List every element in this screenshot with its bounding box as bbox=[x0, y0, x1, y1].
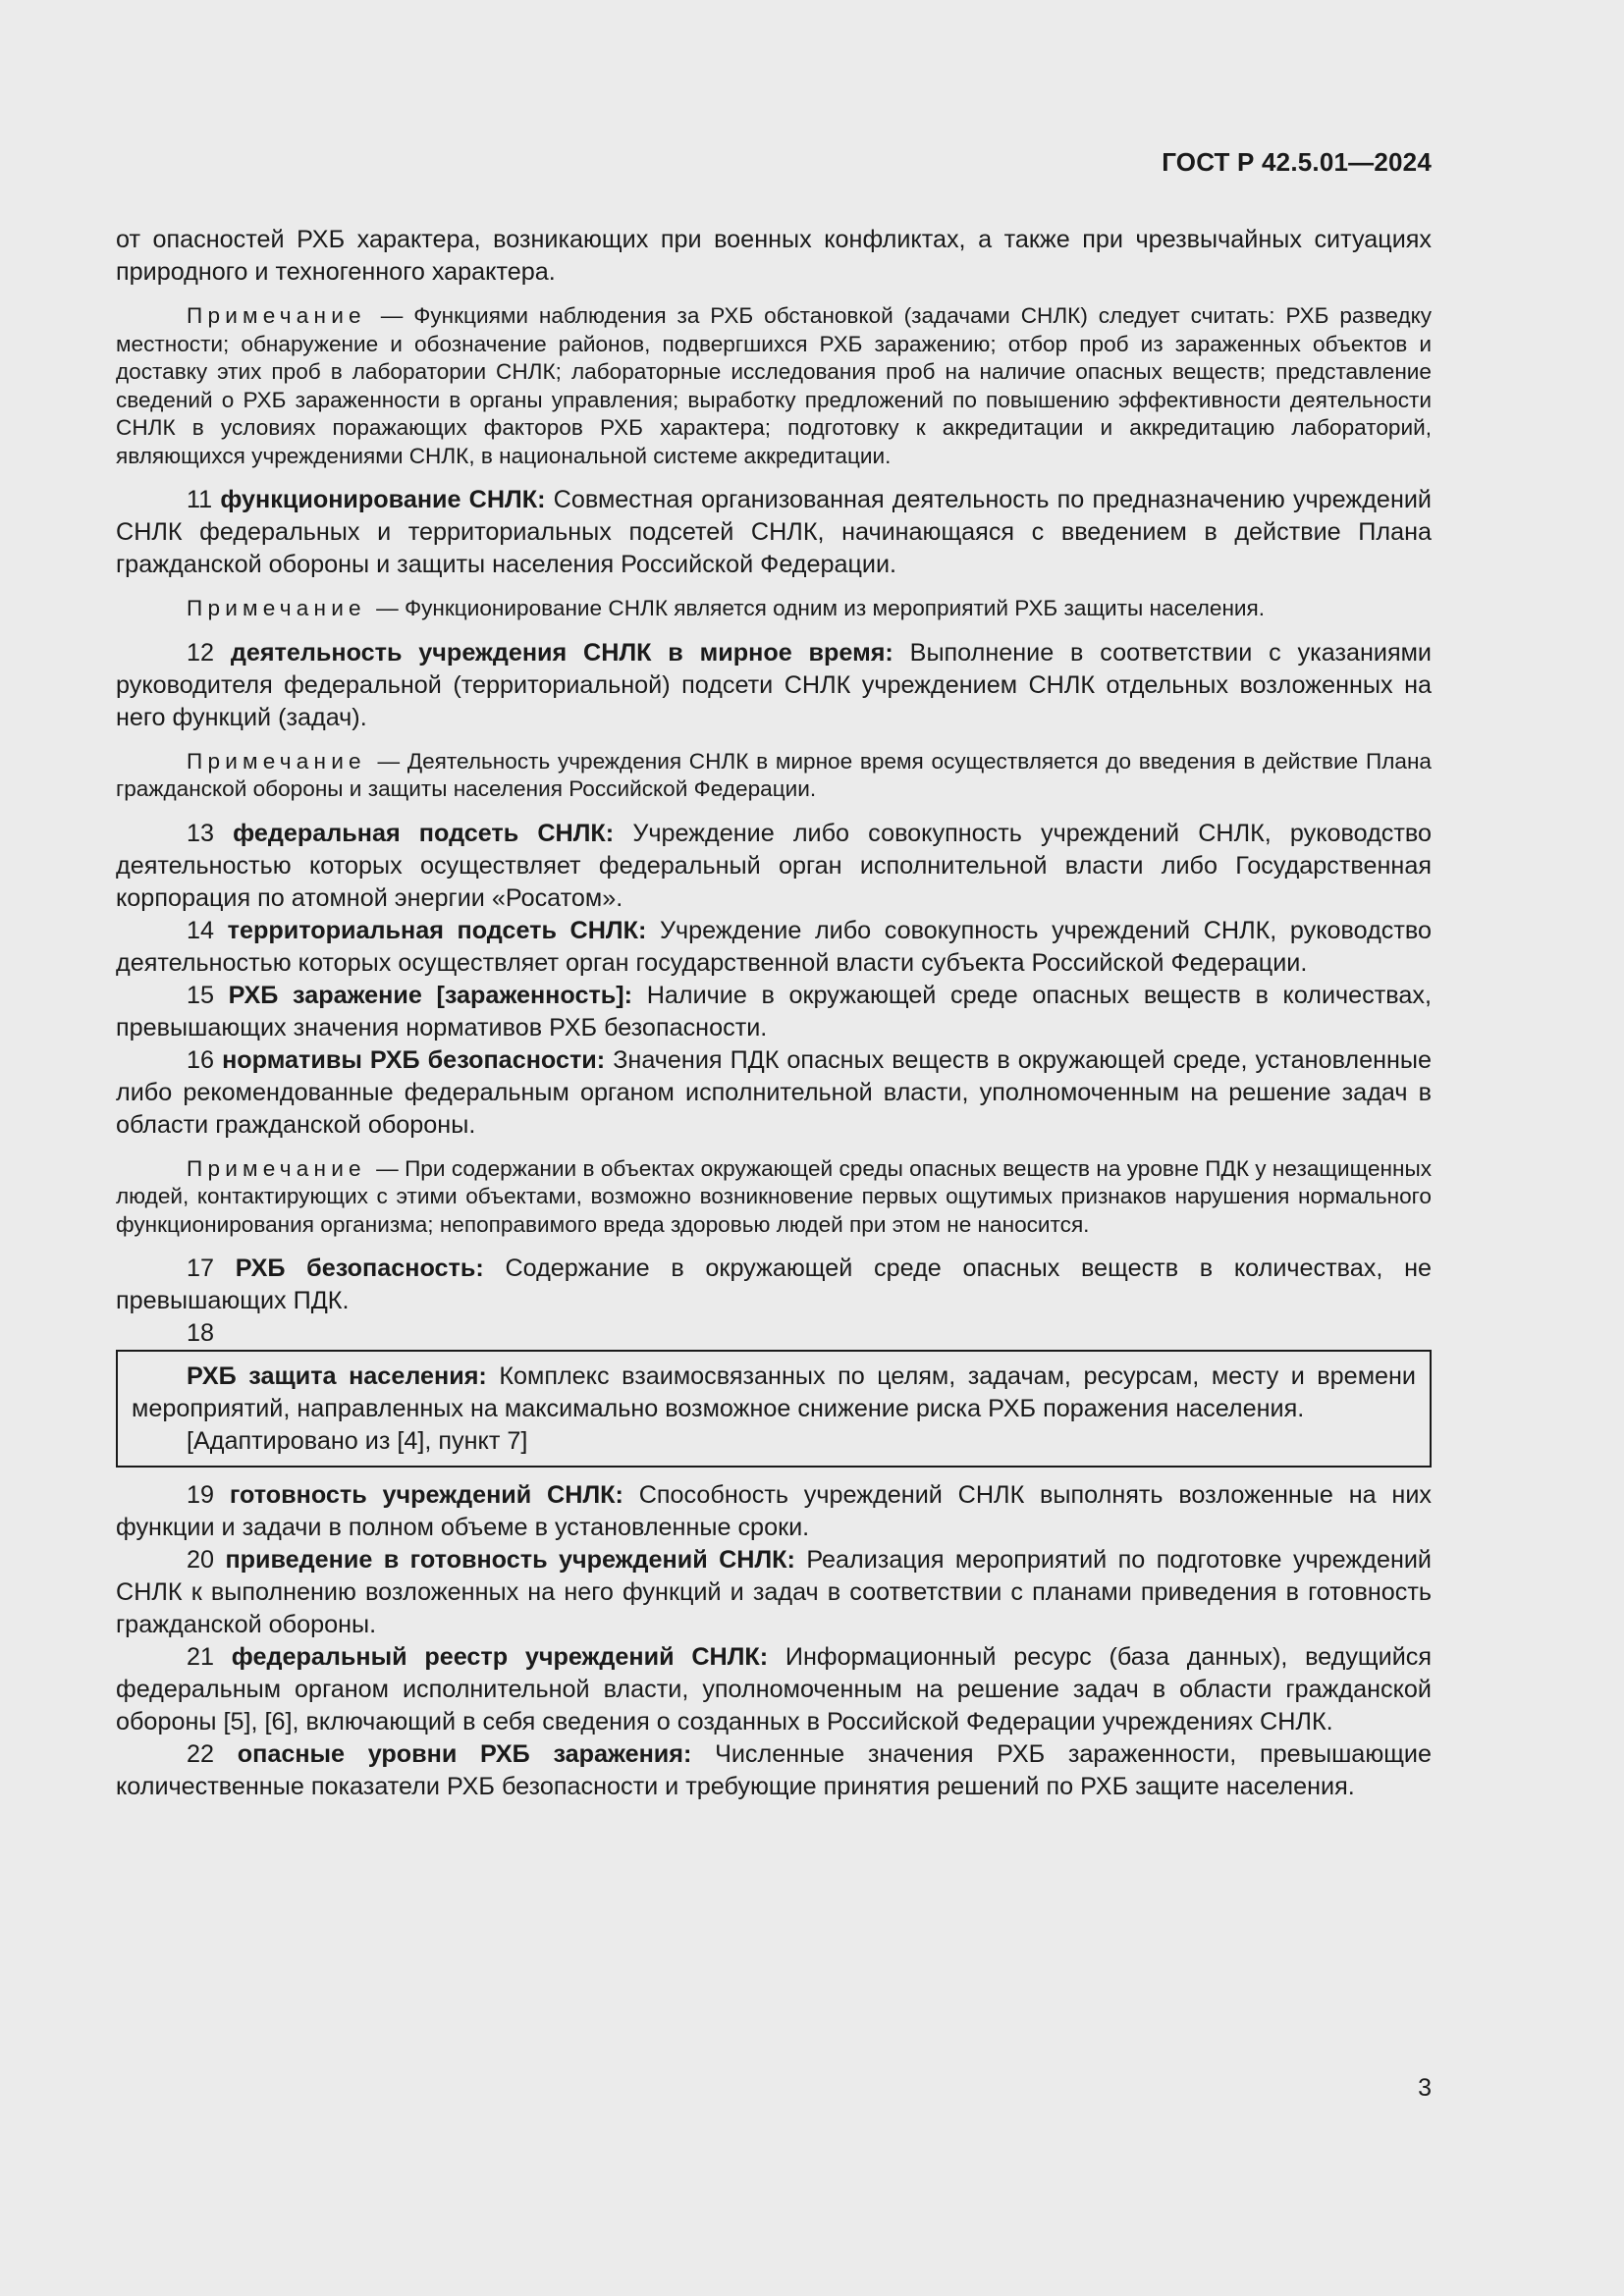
term-title: РХБ защита населения: bbox=[187, 1362, 487, 1390]
term-number: 16 bbox=[187, 1045, 215, 1074]
term-definition: Учреждение либо совокупность учреждений СНЛК, руководство деятельностью которых осуществляет орган государственной власти субъекта Российской Федерации. bbox=[116, 916, 1433, 977]
note-label: Примечание bbox=[187, 748, 366, 774]
term-title: приведение в готовность учреждений СНЛК: bbox=[225, 1546, 795, 1574]
term-15 bbox=[116, 980, 1432, 1044]
note-4 bbox=[116, 1155, 1432, 1240]
term-number: 20 bbox=[187, 1546, 215, 1574]
term-title: деятельность учреждения СНЛК в мирное время: bbox=[230, 638, 893, 667]
term-16 bbox=[116, 1044, 1432, 1142]
note-1 bbox=[116, 302, 1432, 470]
note-dash: — bbox=[376, 1155, 399, 1181]
term-definition: Комплекс взаимосвязанных по целям, задачам, ресурсам, месту и времени мероприятий, направленных на максимально возможное снижение риска РХБ поражения населения. bbox=[132, 1362, 1416, 1422]
term-definition: Наличие в окружающей среде опасных веществ в количествах, превышающих значения нормативов РХБ безопасности. bbox=[116, 981, 1432, 1041]
term-21 bbox=[116, 1641, 1432, 1738]
term-22 bbox=[116, 1738, 1432, 1803]
term-18 bbox=[132, 1361, 1416, 1425]
term-title: функционирование СНЛК: bbox=[220, 486, 546, 513]
term-title: федеральный реестр учреждений СНЛК: bbox=[231, 1643, 769, 1671]
term-title: РХБ заражение [зараженность]: bbox=[228, 981, 633, 1009]
term-number: 17 bbox=[187, 1255, 215, 1282]
note-dash: — bbox=[377, 748, 401, 774]
note-dash: — bbox=[380, 303, 404, 328]
term-19 bbox=[116, 1479, 1432, 1544]
note-text: При содержании в объектах окружающей среды опасных веществ на уровне ПДК у незащищенных людей, контактирующих с этими объектами, возможно возникновение первых ощутимых признаков нарушения нормального функционирования организма; непоправимого вреда здоровью людей при этом не наносится. bbox=[116, 1155, 1433, 1237]
term-12 bbox=[116, 637, 1432, 734]
term-number: 19 bbox=[187, 1481, 215, 1509]
intro-paragraph: от опасностей РХБ характера, возникающих при военных конфликтах, а также при чрезвычайных ситуациях природного и техногенного характера. bbox=[116, 226, 1432, 286]
term-title: РХБ безопасность: bbox=[235, 1255, 484, 1282]
term-definition: Выполнение в соответствии с указаниями руководителя федеральной (территориальной) подсети СНЛК учреждением СНЛК отдельных возложенных на него функций (задач). bbox=[116, 638, 1433, 731]
note-dash: — bbox=[376, 596, 399, 620]
page-body bbox=[116, 224, 1432, 1803]
term-11 bbox=[116, 484, 1432, 581]
term-definition: Учреждение либо совокупность учреждений СНЛК, руководство деятельностью которых осуществляет федеральный орган исполнительной власти либо Государственная корпорация по атомной энергии «Росатом». bbox=[116, 819, 1433, 912]
note-label: Примечание bbox=[187, 596, 366, 620]
term-title: нормативы РХБ безопасности: bbox=[222, 1045, 606, 1074]
term-18-number: 18 bbox=[187, 1319, 215, 1347]
term-number: 11 bbox=[187, 486, 213, 513]
term-number: 12 bbox=[187, 638, 215, 667]
term-number: 22 bbox=[187, 1740, 215, 1768]
note-label: Примечание bbox=[187, 1155, 366, 1181]
term-number: 15 bbox=[187, 981, 215, 1009]
term-title: федеральная подсеть СНЛК: bbox=[233, 819, 615, 847]
term-definition: Значения ПДК опасных веществ в окружающей среде, установленные либо рекомендованные федеральным органом исполнительной власти, уполномоченным на решение задач в области гражданской обороны. bbox=[116, 1045, 1433, 1139]
page-number: 3 bbox=[1418, 2074, 1432, 2102]
term-20 bbox=[116, 1544, 1432, 1641]
term-title: опасные уровни РХБ заражения: bbox=[237, 1740, 692, 1768]
term-definition: Численные значения РХБ зараженности, превышающие количественные показатели РХБ безопасности и требующие принятия решений по РХБ защите населения. bbox=[116, 1740, 1433, 1800]
term-definition: Содержание в окружающей среде опасных веществ в количествах, не превышающих ПДК. bbox=[116, 1255, 1432, 1314]
term-13 bbox=[116, 818, 1432, 915]
term-source-reference: [Адаптировано из [4], пункт 7] bbox=[187, 1427, 528, 1455]
note-2 bbox=[116, 595, 1432, 623]
note-text: Деятельность учреждения СНЛК в мирное время осуществляется до введения в действие Плана гражданской обороны и защиты населения Российской Федерации. bbox=[116, 748, 1432, 801]
term-definition: Способность учреждений СНЛК выполнять возложенные на них функции и задачи в полном объеме в установленные сроки. bbox=[116, 1481, 1433, 1541]
term-18-frame bbox=[116, 1350, 1432, 1468]
term-14 bbox=[116, 915, 1432, 980]
term-definition: Реализация мероприятий по подготовке учреждений СНЛК к выполнению возложенных на него функций и задач в соответствии с планами приведения в готовность гражданской обороны. bbox=[116, 1546, 1432, 1638]
term-17 bbox=[116, 1253, 1432, 1317]
term-title: территориальная подсеть СНЛК: bbox=[227, 916, 647, 944]
note-label: Примечание bbox=[187, 303, 366, 328]
term-definition: Информационный ресурс (база данных), ведущийся федеральным органом исполнительной власти, уполномоченным на решение задач в области гражданской обороны [5], [6], включающий в себя сведения о созданных в Российской Федерации учреждениях СНЛК. bbox=[116, 1643, 1433, 1735]
note-text: Функционирование СНЛК является одним из мероприятий РХБ защиты населения. bbox=[404, 596, 1266, 620]
term-number: 14 bbox=[187, 916, 215, 944]
term-title: готовность учреждений СНЛК: bbox=[229, 1481, 623, 1509]
term-definition: Совместная организованная деятельность по предназначению учреждений СНЛК федеральных и территориальных подсетей СНЛК, начинающаяся с введением в действие Плана гражданской обороны и защиты населения Российской Федерации. bbox=[116, 486, 1432, 578]
term-number: 21 bbox=[187, 1643, 215, 1671]
term-number: 13 bbox=[187, 819, 215, 847]
note-3 bbox=[116, 748, 1432, 804]
document-header: ГОСТ Р 42.5.01—2024 bbox=[1162, 147, 1432, 177]
note-text: Функциями наблюдения за РХБ обстановкой (задачами СНЛК) следует считать: РХБ разведку местности; обнаружение и обозначение районов, подвергшихся РХБ заражению; отбор проб из зараженных объектов и доставку этих проб в лаборатории СНЛК; лабораторные исследования проб на наличие опасных веществ; представление сведений о РХБ зараженности в органы управления; выработку предложений по повышению эффективности деятельности СНЛК в условиях поражающих факторов РХБ характера; подготовку к аккредитации и аккредитацию лабораторий, являющихся учреждениями СНЛК, в национальной системе аккредитации. bbox=[116, 303, 1433, 468]
